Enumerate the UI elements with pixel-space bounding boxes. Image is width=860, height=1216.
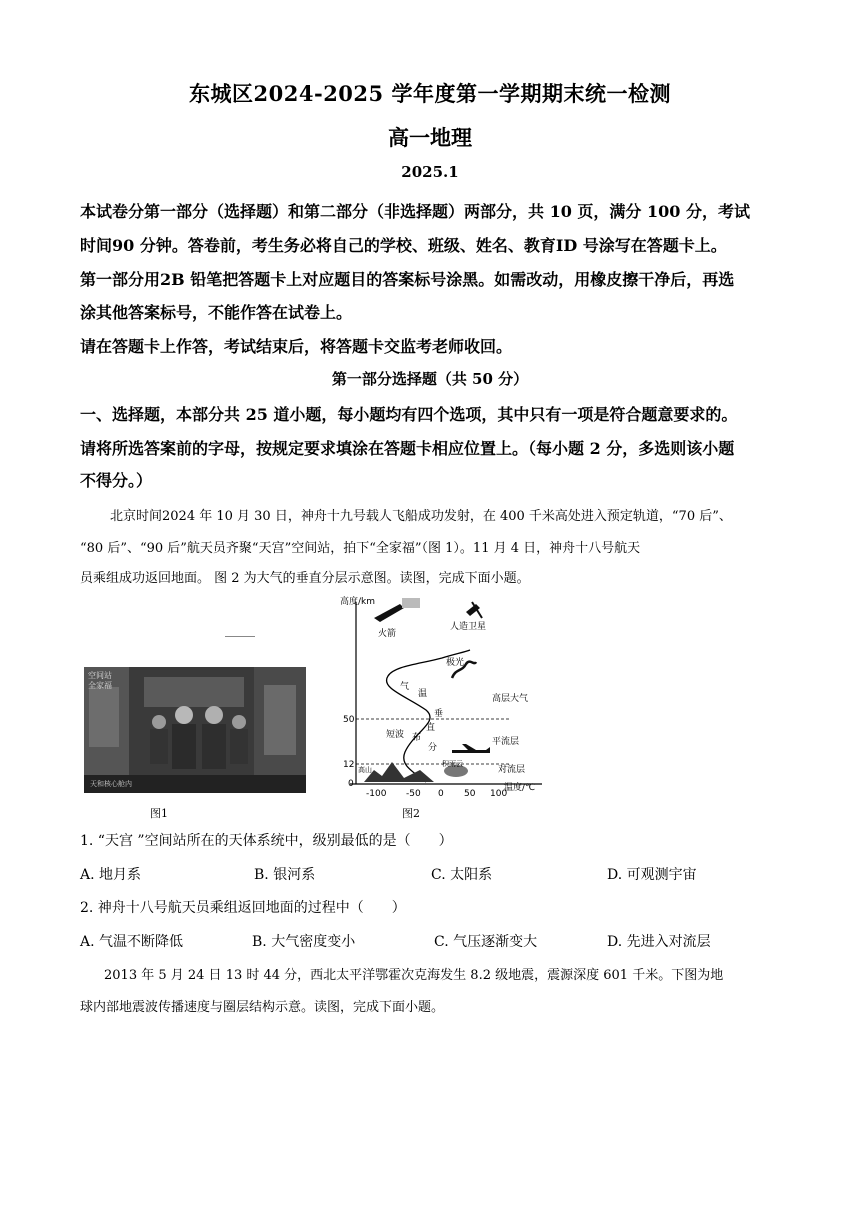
q1-option-c[interactable]: C. 太阳系 xyxy=(431,867,493,883)
satellite-icon xyxy=(466,602,482,618)
y-tick-label: 12 xyxy=(343,760,355,770)
station-photo-illustration xyxy=(84,667,306,793)
y-axis-label: 高度/km xyxy=(340,597,376,607)
upper-atmosphere-label: 高层大气 xyxy=(492,694,529,704)
x-tick-label: 50 xyxy=(464,789,476,799)
shortwave-label: 短波 xyxy=(386,730,405,740)
q1-option-b[interactable]: B. 银河系 xyxy=(254,867,316,883)
rocket-label: 火箭 xyxy=(378,629,397,639)
curve-char: 布 xyxy=(412,733,422,743)
mountain-shape xyxy=(364,762,434,782)
x-tick-label: 0 xyxy=(438,789,444,799)
exam-date: 2025.1 xyxy=(401,163,459,181)
photo-watermark: 空间站 全家福 xyxy=(88,671,112,690)
instruction-line: 第一部分用2B 铅笔把答题卡上对应题目的答案标号涂黑。如需改动，用橡皮擦干净后，再选 xyxy=(80,270,735,289)
q2-option-b[interactable]: B. 大气密度变小 xyxy=(252,934,356,950)
figure1-photo xyxy=(84,667,306,793)
photo-footer: 天和核心舱内 xyxy=(90,780,132,788)
section-line: 请将所选答案前的字母，按规定要求填涂在答题卡相应位置上。（每小题 2 分，多选则该小题 xyxy=(80,439,735,458)
instruction-line: 本试卷分第一部分（选择题）和第二部分（非选择题）两部分，共 10 页，满分 100 分，考试 xyxy=(80,202,750,221)
figure2-caption: 图2 xyxy=(402,807,420,820)
x-tick-label: -100 xyxy=(366,789,387,799)
passage-line: “80 后”、“90 后”航天员齐聚“天宫”空间站，拍下“全家福”（图 1）。11 月 4 日，神舟十八号航天 xyxy=(80,541,641,556)
q1-option-d[interactable]: D. 可观测宇宙 xyxy=(607,867,697,883)
curve-char: 温 xyxy=(418,689,428,699)
curve-char: 分 xyxy=(428,743,438,753)
instruction-line: 时间90 分钟。答卷前，考生务必将自己的学校、班级、姓名、教育ID 号涂写在答题卡上。 xyxy=(80,236,727,255)
satellite-label: 人造卫星 xyxy=(450,622,487,632)
passage2-line: 球内部地震波传播速度与圈层结构示意。读图，完成下面小题。 xyxy=(80,1000,445,1015)
troposphere-label: 对流层 xyxy=(498,765,526,775)
x-tick-label: -50 xyxy=(406,789,421,799)
q2-option-a[interactable]: A. 气温不断降低 xyxy=(80,934,184,950)
section-line: 一、选择题，本部分共 25 道小题，每小题均有四个选项，其中只有一项是符合题意要求的。 xyxy=(80,405,738,424)
instruction-line: 涂其他答案标号，不能作答在试卷上。 xyxy=(80,303,353,322)
passage-line: 北京时间2024 年 10 月 30 日，神舟十九号载人飞船成功发射，在 400 千米高处进入预定轨道，“70 后”、 xyxy=(110,509,732,524)
exam-title: 东城区2024-2025 学年度第一学期期末统一检测 xyxy=(189,81,671,106)
curve-char: 气 xyxy=(400,682,410,692)
part1-heading: 第一部分选择题（共 50 分） xyxy=(331,370,529,388)
question-1-stem: 1. “天宫 ”空间站所在的天体系统中，级别最低的是（ ） xyxy=(80,833,453,849)
instruction-line: 请在答题卡上作答，考试结束后，将答题卡交监考老师收回。 xyxy=(80,337,513,356)
x-tick-label: 100 xyxy=(490,789,508,799)
stratosphere-label: 平流层 xyxy=(492,737,520,747)
curve-char: 直 xyxy=(426,723,436,733)
y-tick-label: 0 xyxy=(348,779,354,789)
figure1-caption: 图1 xyxy=(150,807,168,820)
airplane-icon xyxy=(452,744,490,753)
figure2-atmosphere-diagram xyxy=(330,592,560,802)
question-2-stem: 2. 神舟十八号航天员乘组返回地面的过程中（ ） xyxy=(80,900,406,916)
passage2-line: 2013 年 5 月 24 日 13 时 44 分，西北太平洋鄂霍次克海发生 8.2 级地震，震源深度 601 千米。下图为地 xyxy=(104,968,724,983)
q2-option-c[interactable]: C. 气压逐渐变大 xyxy=(434,934,538,950)
aurora-label: 极光 xyxy=(446,658,465,668)
curve-char: 垂 xyxy=(434,709,444,719)
decoration-line xyxy=(225,636,255,637)
y-tick-label: 50 xyxy=(343,715,355,725)
rocket-icon xyxy=(374,598,420,622)
q1-option-a[interactable]: A. 地月系 xyxy=(80,867,142,883)
q2-option-d[interactable]: D. 先进入对流层 xyxy=(607,934,711,950)
x-axis-label: 温度/℃ xyxy=(504,783,536,793)
cloud-label: 积雨云 xyxy=(442,760,463,768)
mountain-label: 高山 xyxy=(358,766,372,774)
passage-line: 员乘组成功返回地面。 图 2 为大气的垂直分层示意图。读图，完成下面小题。 xyxy=(80,571,530,586)
subject-title: 高一地理 xyxy=(388,125,472,150)
section-line: 不得分。） xyxy=(80,471,153,490)
